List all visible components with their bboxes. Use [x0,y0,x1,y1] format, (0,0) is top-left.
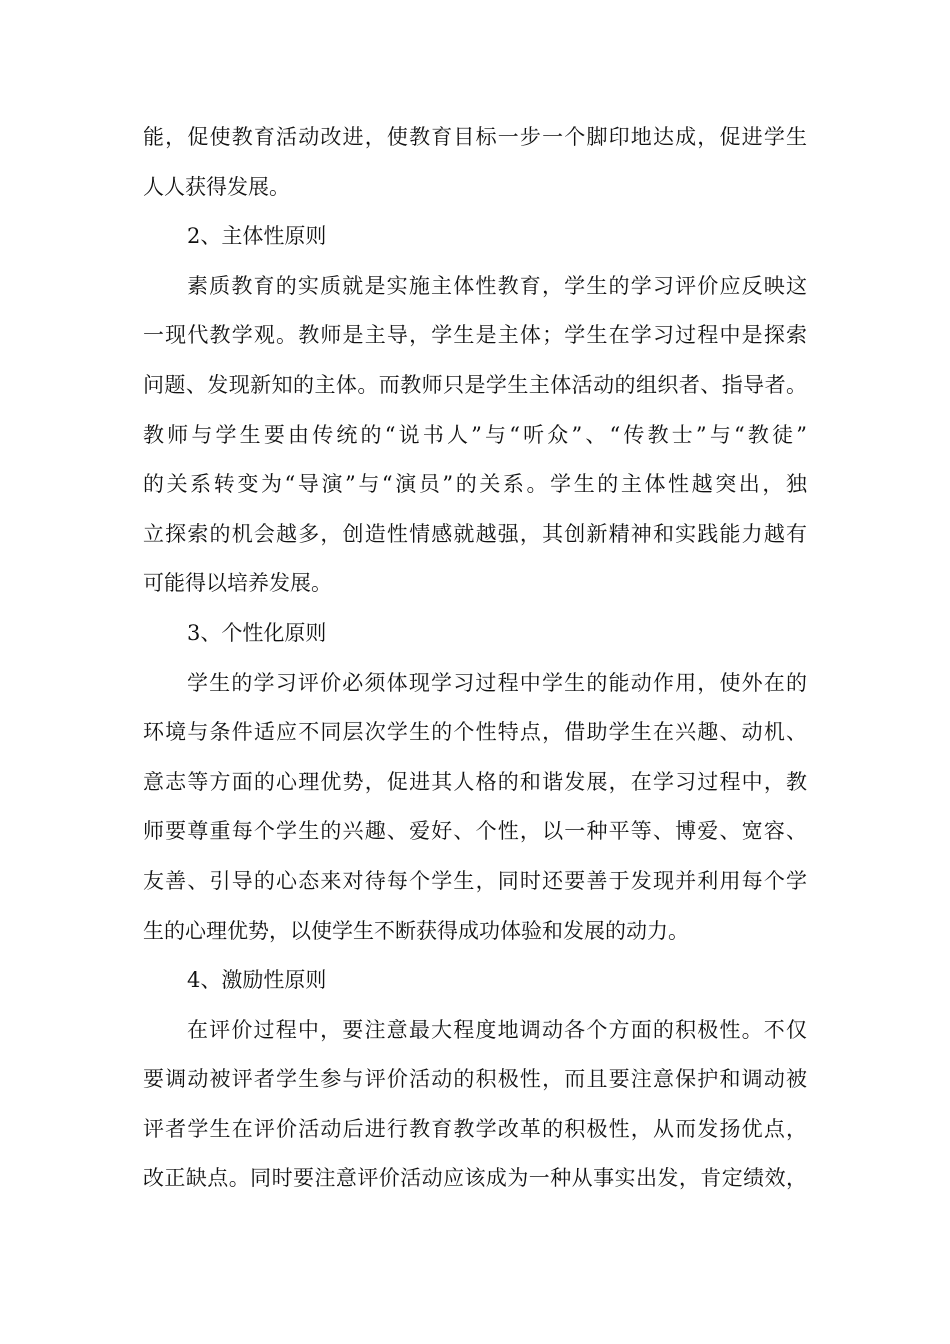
document-body [143,113,807,1204]
paragraph-line: 可能得以培养发展。 [143,571,332,596]
paragraph-line: 能，促使教育活动改进，使教育目标一步一个脚印地达成，促进学生 [143,125,807,149]
paragraph-line: 问题、发现新知的主体。而教师只是学生主体活动的组织者、指导者。 [143,372,807,397]
paragraph-line: 教师与学生要由传统的“说书人”与“听众”、“传教士”与“教徒” [143,422,807,447]
paragraph-line: 改正缺点。同时要注意评价活动应该成为一种从事实出发，肯定绩效， [143,1166,807,1191]
section-heading: 3、个性化原则 [187,620,327,645]
paragraph-line: 人人获得发展。 [143,174,290,199]
paragraph-line: 要调动被评者学生参与评价活动的积极性，而且要注意保护和调动被 [143,1067,807,1092]
paragraph-line: 一现代教学观。教师是主导，学生是主体；学生在学习过程中是探索 [143,323,807,348]
paragraph-line: 评者学生在评价活动后进行教育教学改革的积极性，从而发扬优点， [143,1116,807,1141]
paragraph-line: 师要尊重每个学生的兴趣、爱好、个性，以一种平等、博爱、宽容、 [143,819,807,844]
section-heading: 4、激励性原则 [187,968,327,993]
paragraph-line: 意志等方面的心理优势，促进其人格的和谐发展，在学习过程中，教 [143,769,807,794]
paragraph-line: 环境与条件适应不同层次学生的个性特点，借助学生在兴趣、动机、 [143,720,807,745]
paragraph-line: 的关系转变为“导演”与“演员”的关系。学生的主体性越突出，独 [143,472,807,497]
paragraph-line: 友善、引导的心态来对待每个学生，同时还要善于发现并利用每个学 [143,868,807,893]
section-heading: 2、主体性原则 [187,224,327,249]
paragraph-line: 立探索的机会越多，创造性情感就越强，其创新精神和实践能力越有 [143,521,807,546]
paragraph-line: 素质教育的实质就是实施主体性教育，学生的学习评价应反映这 [187,273,807,298]
paragraph-line: 在评价过程中，要注意最大程度地调动各个方面的积极性。不仅 [187,1017,807,1042]
paragraph-line: 生的心理优势，以使学生不断获得成功体验和发展的动力。 [143,918,689,943]
paragraph-line: 学生的学习评价必须体现学习过程中学生的能动作用，使外在的 [187,670,807,695]
